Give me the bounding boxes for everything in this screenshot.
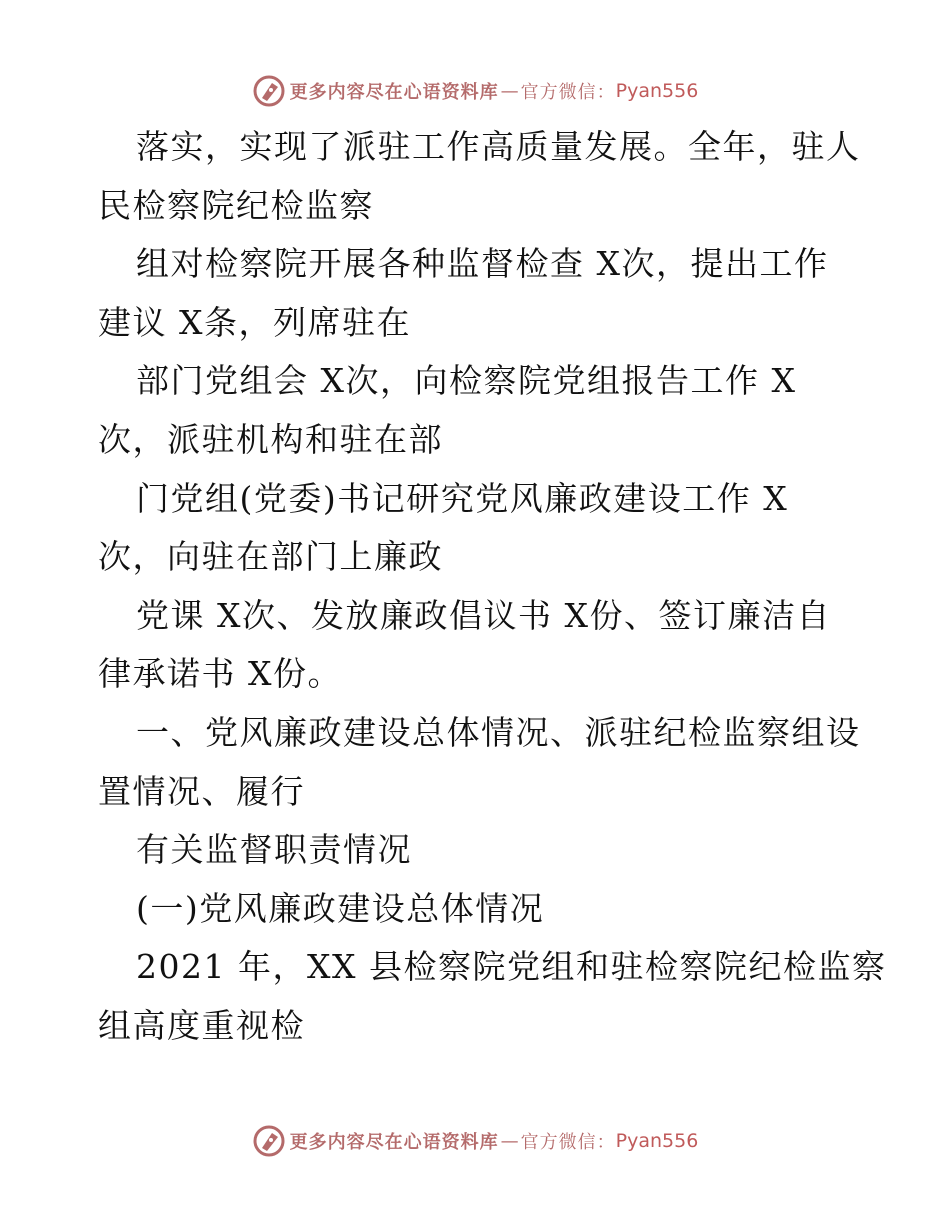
text-line: 律承诺书 X份。: [98, 654, 342, 694]
footer-watermark: [0, 1124, 950, 1158]
text-line: 党课 X次、发放廉政倡议书 X份、签订廉洁自: [136, 595, 831, 635]
watermark-main-text: 更多内容尽在心语资料库: [289, 1132, 499, 1153]
section-heading-continued: 置情况、履行: [98, 771, 305, 811]
watermark-separator: —: [500, 80, 519, 102]
document-body: [98, 118, 887, 1056]
text-line: 民检察院纪检监察: [98, 185, 374, 225]
watermark-wechat-id: Pyan556: [615, 1130, 699, 1152]
text-line: 2021 年，XX 县检察院党组和驻检察院纪检监察: [136, 947, 887, 987]
text-line: 部门党组会 X次，向检察院党组报告工作 X: [136, 361, 797, 401]
text-line: 组对检察院开展各种监督检查 X次，提出工作: [136, 244, 829, 284]
text-line: 次，派驻机构和驻在部: [98, 419, 443, 459]
text-line: 门党组(党委)书记研究党风廉政建设工作 X: [136, 478, 789, 518]
watermark-main-text: 更多内容尽在心语资料库: [289, 82, 499, 103]
watermark-separator: —: [500, 1130, 519, 1152]
watermark-wechat-id: Pyan556: [615, 80, 699, 102]
text-line: 组高度重视检: [98, 1005, 305, 1045]
header-watermark: [0, 74, 950, 108]
pen-nib-circle-icon: [252, 74, 286, 108]
subsection-heading: (一)党风廉政建设总体情况: [136, 888, 545, 928]
section-heading-continued: 有关监督职责情况: [136, 830, 412, 870]
watermark-sub-text: 官方微信：: [520, 1132, 616, 1153]
section-heading: 一、党风廉政建设总体情况、派驻纪检监察组设: [136, 712, 861, 752]
pen-nib-circle-icon: [252, 1124, 286, 1158]
text-line: 建议 X条，列席驻在: [98, 302, 411, 342]
text-line: 落实，实现了派驻工作高质量发展。全年，驻人: [136, 127, 861, 166]
watermark-sub-text: 官方微信：: [520, 82, 616, 103]
text-line: 次，向驻在部门上廉政: [98, 537, 443, 577]
